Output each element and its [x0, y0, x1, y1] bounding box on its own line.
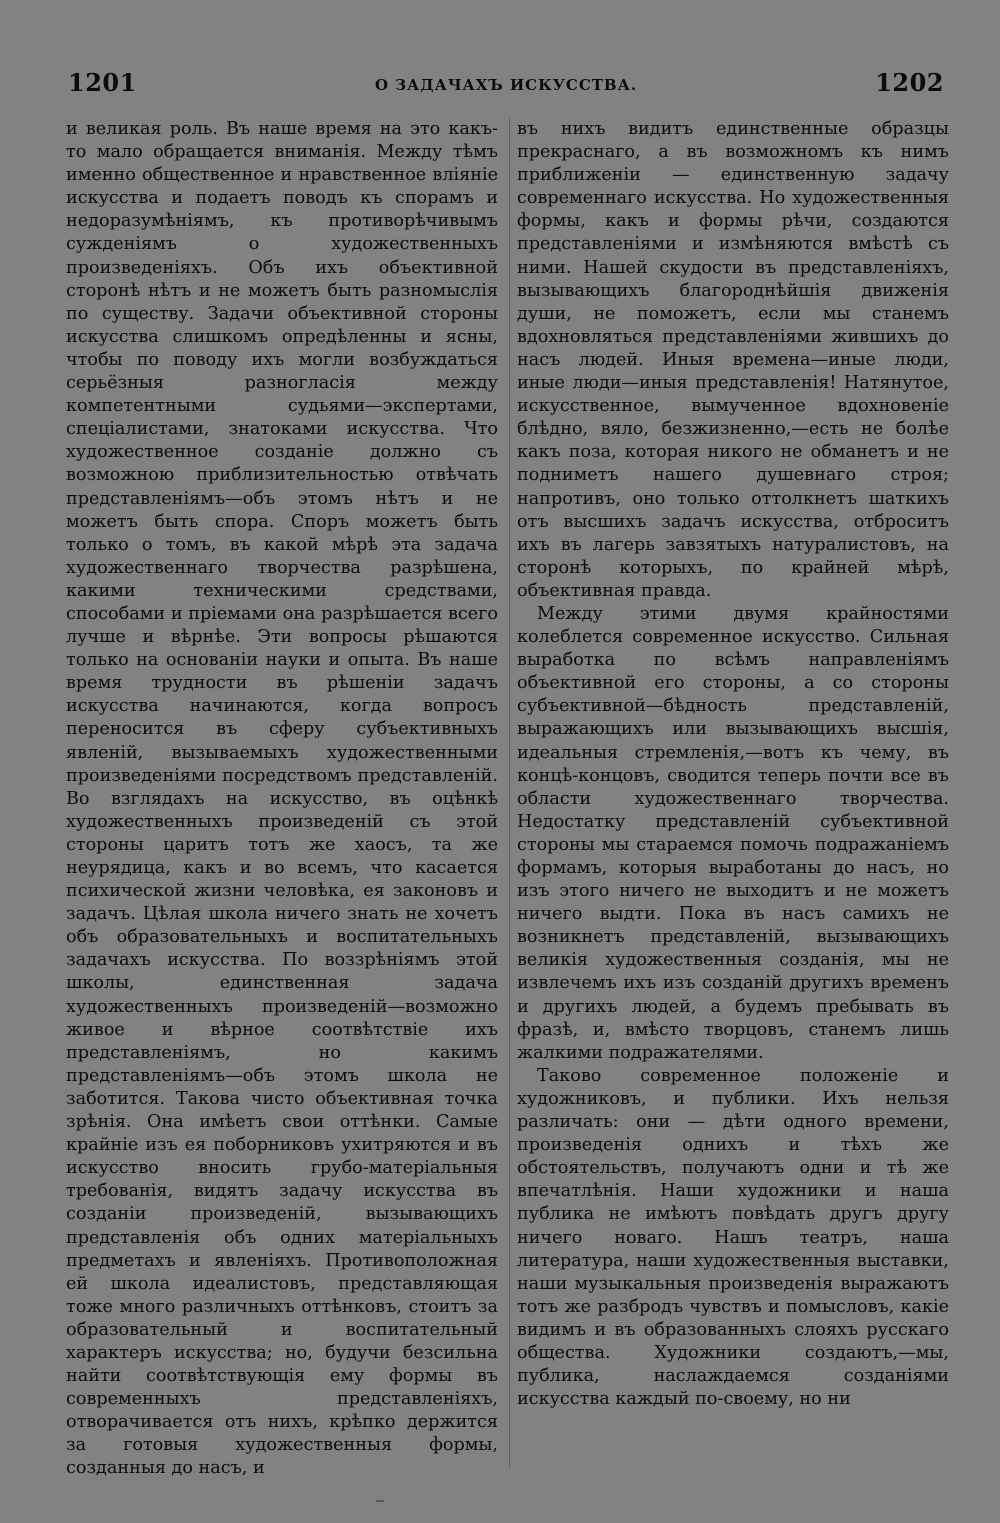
page-header — [68, 68, 944, 100]
paragraph: Таково современное положеніе и художниковъ, и публики. Ихъ нельзя различать: они — дѣти одного времени, произведенія однихъ и тѣхъ же обстоятельствъ, получаютъ одни и тѣ же впечатлѣнія. Наши художники и наша публика не имѣютъ повѣдать другъ другу ничего новаго. Нашъ театръ, наша литература, наши художественныя выставки, наши музыкальныя произведенія выражаютъ тотъ же разбродъ чувствъ и помысловъ, какіе видимъ и въ образованныхъ слояхъ русскаго общества. Художники создаютъ,—мы, публика, наслаждаемся созданіями искусства каждый по-своему, но ни — [517, 1065, 949, 1410]
paragraph: и великая роль. Въ наше время на это какъ-то мало обращается вниманія. Между тѣмъ именно общественное и нравственное вліяніе искусства и подаетъ поводъ къ спорамъ и недоразумѣніямъ, къ противорѣчивымъ сужденіямъ о художественныхъ произведеніяхъ. Объ ихъ объективной сторонѣ нѣтъ и не можетъ быть разномыслія по существу. Задачи объективной стороны искусства слишкомъ опредѣленны и ясны, чтобы по поводу ихъ могли возбуждаться серьёзныя разногласія между компетентными судьями—экспертами, спеціалистами, знатоками искусства. Что художественное созданіе должно съ возможною приблизительностью отвѣчать представленіямъ—объ этомъ нѣтъ и не можетъ быть спора. Споръ можетъ быть только о томъ, въ какой мѣрѣ эта задача художественнаго творчества разрѣшена, какими техническими средствами, способами и пріемами она разрѣшается всего лучше и вѣрнѣе. Эти вопросы рѣшаются только на основаніи науки и опыта. Въ наше время трудности въ рѣшеніи задачъ искусства начинаются, когда вопросъ переносится въ сферу субъективныхъ явленій, вызываемыхъ художественными произведеніями посредствомъ представленій. Во взглядахъ на искусство, въ оцѣнкѣ художественныхъ произведеній съ этой стороны царитъ тотъ же хаосъ, та же неурядица, какъ и во всемъ, что касается психической жизни человѣка, ея законовъ и задачъ. Цѣлая школа ничего знать не хочетъ объ образовательныхъ и воспитательныхъ задачахъ искусства. По воззрѣніямъ этой школы, единственная задача художественныхъ произведеній—возможно живое и вѣрное соотвѣтствіе ихъ представленіямъ, но какимъ представленіямъ—объ этомъ школа не заботится. Такова чисто объективная точка зрѣнія. Она имѣетъ свои оттѣнки. Самые крайніе изъ ея поборниковъ ухитряются и въ искусство вносить грубо-матеріальныя требованія, видятъ задачу искусства въ созданіи произведеній, вызывающихъ представленія объ одних матеріальныхъ предметахъ и явленіяхъ. Противоположная ей школа идеалистовъ, представляющая тоже много различныхъ оттѣнковъ, стоитъ за образовательный и воспитательный характеръ искусства; но, будучи безсильна найти соотвѣтствующія ему формы въ современныхъ представленіяхъ, отворачивается отъ нихъ, крѣпко держится за готовыя художественныя формы, созданныя до насъ, и — [66, 119, 498, 1479]
page-number-right: 1202 — [875, 68, 944, 97]
paragraph: въ нихъ видитъ единственные образцы прекраснаго, а въ возможномъ къ нимъ приближеніи — единственную задачу современнаго искусства. Но художественныя формы, какъ и формы рѣчи, создаются представленіями и измѣняются вмѣстѣ съ ними. Нашей скудости въ представленіяхъ, вызывающихъ благороднѣйшія движенія души, не поможетъ, если мы станемъ вдохновляться представленіями жившихъ до насъ людей. Иныя времена—иные люди, иные люди—иныя представленія! Натянутое, искусственное, вымученное вдохновеніе блѣдно, вяло, безжизненно,—есть не болѣе какъ поза, которая никого не обманетъ и не подниметъ нашего душевнаго строя; напротивъ, оно только оттолкнетъ шаткихъ отъ высшихъ задачъ искусства, отброситъ ихъ въ лагерь завзятыхъ натуралистовъ, на сторонѣ которыхъ, по крайней мѣрѣ, объективная правда. — [517, 119, 949, 601]
column-divider — [509, 118, 510, 1468]
left-column — [66, 118, 498, 1481]
running-title: О ЗАДАЧАХЪ ИСКУССТВА. — [374, 76, 638, 94]
page-number-left: 1201 — [68, 68, 137, 97]
paragraph: Между этими двумя крайностями колеблется современное искусство. Сильная выработка по всѣмъ направленіямъ объективной его стороны, а со стороны субъективной—бѣдность представленій, выражающихъ или вызывающихъ высшія, идеальныя стремленія,—вотъ къ чему, въ концѣ-концовъ, сводится теперь почти все въ области художественнаго творчества. Недостатку представленій субъективной стороны мы стараемся помочь подражаніемъ формамъ, которыя выработаны до насъ, но изъ этого ничего не выходитъ и не можетъ ничего выдти. Пока въ насъ самихъ не возникнетъ представленій, вызывающихъ великія художественныя созданія, мы не извлечемъ ихъ изъ созданій другихъ временъ и другихъ людей, а будемъ пребывать въ фразѣ, и, вмѣсто творцовъ, станемъ лишь жалкими подражателями. — [517, 603, 949, 1063]
footer-mark — [376, 1500, 384, 1502]
right-column — [517, 118, 949, 1411]
